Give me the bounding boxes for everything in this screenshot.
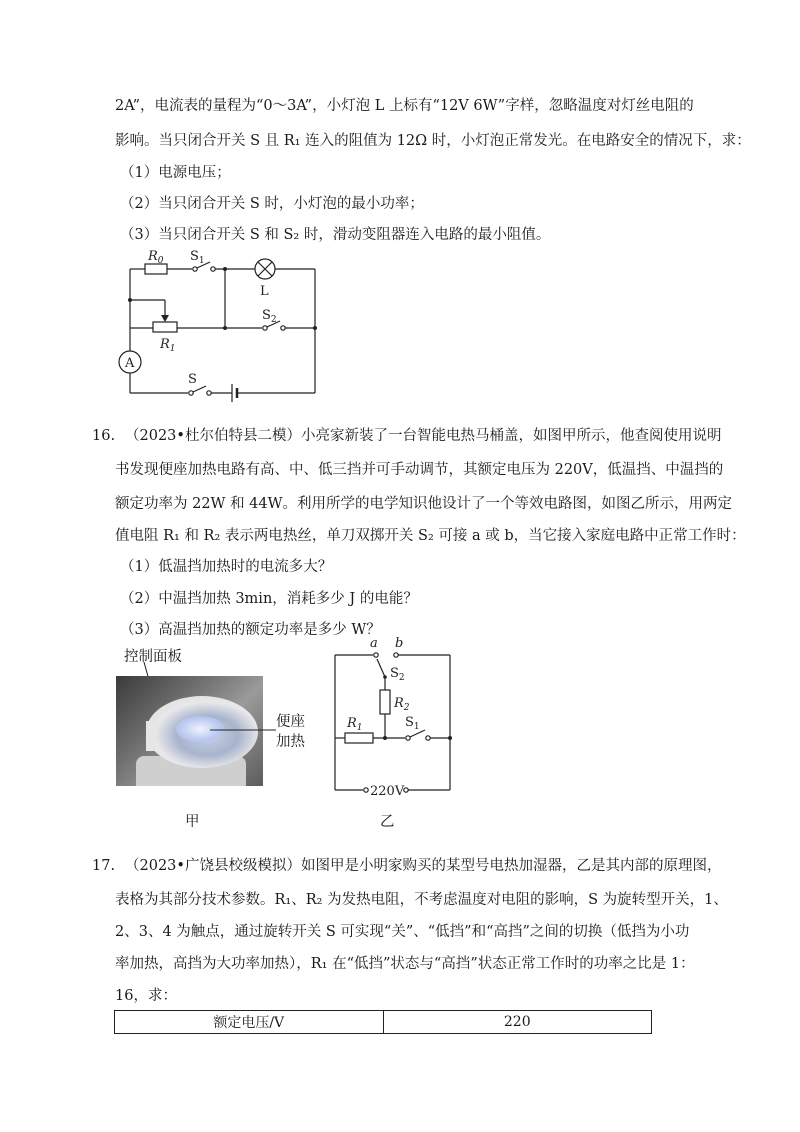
q17-line-5: 16，求： bbox=[115, 988, 177, 1004]
q16-circuit-diagram bbox=[325, 635, 465, 805]
q15-label-ammeter: A bbox=[125, 356, 135, 371]
q16-photo-label-seat: 便座 加热 bbox=[276, 714, 305, 750]
q16-label-a: a bbox=[370, 636, 378, 651]
q16-label-r1: $R_1$ bbox=[347, 716, 363, 733]
q15-label-r1: $R_1$ bbox=[160, 337, 176, 354]
q15-label-s1: $S_1$ bbox=[190, 249, 205, 266]
q15-item-1: （1）电源电压； bbox=[120, 165, 231, 181]
q16-line-4: 值电阻 R₁ 和 R₂ 表示两电热丝，单刀双掷开关 S₂ 可接 a 或 b，当它接入家庭电路中正常工作时： bbox=[115, 528, 746, 544]
q15-label-r0: $R_0$ bbox=[148, 249, 164, 266]
q15-item-2: （2）当只闭合开关 S 时，小灯泡的最小功率； bbox=[120, 196, 424, 212]
q15-label-s2: $S_2$ bbox=[262, 308, 277, 325]
spec-label: 额定电压/V bbox=[115, 1011, 384, 1034]
q15-line-1: 2A”，电流表的量程为“0～3A”，小灯泡 L 上标有“12V 6W”字样，忽略温度对灯丝电阻的 bbox=[115, 98, 694, 114]
q16-line-2: 书发现便座加热电路有高、中、低三挡并可手动调节，其额定电压为 220V，低温挡、中温挡的 bbox=[115, 462, 724, 478]
q16-label-s1: $S_1$ bbox=[405, 715, 420, 732]
q17-line-4: 率加热，高挡为大功率加热），R₁ 在“低挡”状态与“高挡”状态正常工作时的功率之比是 1： bbox=[115, 956, 695, 972]
q15-line-2: 影响。当只闭合开关 S 且 R₁ 连入的阻值为 12Ω 时，小灯泡正常发光。在电路安全的情况下，求： bbox=[115, 133, 751, 149]
q16-figure-yi: 乙 bbox=[380, 814, 395, 830]
q16-number: 16. bbox=[92, 428, 116, 444]
q16-figure-jia: 甲 bbox=[185, 814, 200, 830]
q16-label-voltage: 220V bbox=[370, 784, 405, 799]
q16-item-2: （2）中温挡加热 3min，消耗多少 J 的电能？ bbox=[120, 591, 418, 607]
q17-line-3: 2、3、4 为触点，通过旋转开关 S 可实现“关”、“低挡”和“高挡”之间的切换（低挡为小功 bbox=[115, 924, 690, 940]
q15-circuit-diagram bbox=[110, 248, 340, 408]
q16-label-s2: $S_2$ bbox=[390, 666, 405, 683]
q16-photo-pointer-seat bbox=[210, 720, 280, 740]
q16-photo-label-panel: 控制面板 bbox=[124, 649, 182, 665]
q16-line-1: （2023•杜尔伯特县二模）小亮家新装了一台智能电热马桶盖，如图甲所示，他查阅使用说明 bbox=[125, 428, 722, 444]
q16-item-1: （1）低温挡加热时的电流多大？ bbox=[120, 559, 333, 575]
q16-label-r2: $R_2$ bbox=[394, 696, 410, 713]
q16-item-3: （3）高温挡加热的额定功率是多少 W？ bbox=[120, 622, 381, 638]
table-row bbox=[115, 1011, 652, 1034]
q15-item-3: （3）当只闭合开关 S 和 S₂ 时，滑动变阻器连入电路的最小阻值。 bbox=[120, 227, 551, 243]
q17-line-2: 表格为其部分技术参数。R₁、R₂ 为发热电阻，不考虑温度对电阻的影响，S 为旋转型开关，1、 bbox=[115, 892, 728, 908]
spec-value: 220 bbox=[383, 1011, 652, 1034]
q15-label-s: S bbox=[188, 372, 197, 387]
q17-line-1: （2023•广饶县校级模拟）如图甲是小明家购买的某型号电热加湿器，乙是其内部的原理图， bbox=[125, 858, 722, 874]
q17-number: 17. bbox=[92, 858, 116, 874]
q17-spec-table bbox=[114, 1010, 652, 1034]
q15-label-lamp: L bbox=[260, 284, 269, 299]
q16-line-3: 额定功率为 22W 和 44W。利用所学的电学知识他设计了一个等效电路图，如图乙所示，用两定 bbox=[115, 496, 733, 512]
q16-label-b: b bbox=[395, 636, 404, 651]
